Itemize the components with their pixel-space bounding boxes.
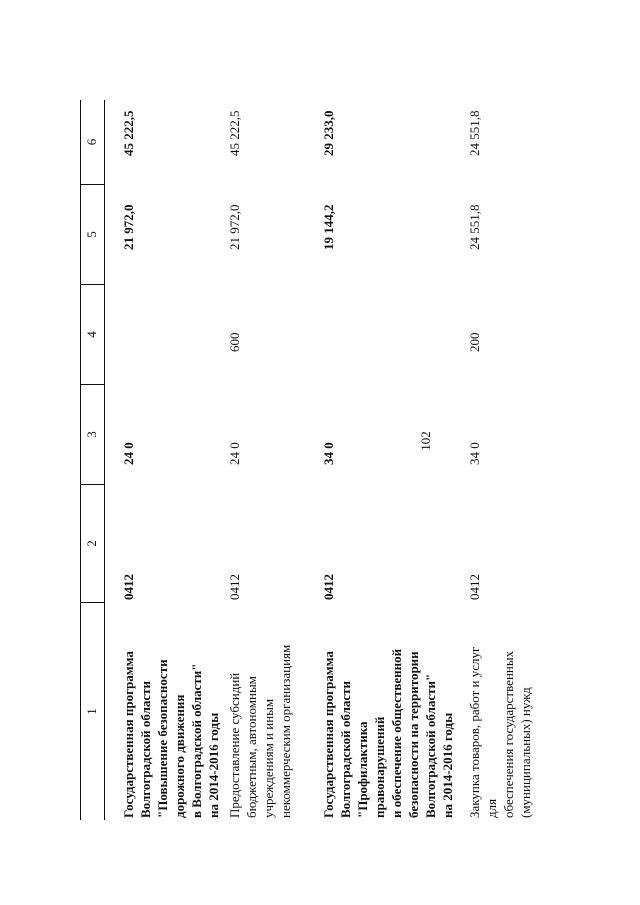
- row-target-code: 24 0: [121, 442, 136, 465]
- table-row: [466, 638, 534, 818]
- row-section-code: 0412: [467, 574, 482, 600]
- column-header-1: 1: [80, 602, 104, 820]
- column-header-3: 3: [80, 384, 104, 484]
- row-description-line: Государственная программа: [321, 651, 336, 818]
- row-amount-col6: 45 222,5: [121, 110, 136, 156]
- row-description-line: Волгоградской области": [423, 673, 438, 818]
- row-amount-col5: 24 551,8: [467, 204, 482, 250]
- row-amount-col6: 24 551,8: [467, 110, 482, 156]
- table-header-rule: [104, 100, 105, 820]
- row-target-code: 24 0: [227, 442, 242, 465]
- row-amount-col5: 21 972,0: [227, 204, 242, 250]
- row-description-line: на 2014-2016 годы: [440, 712, 455, 818]
- row-description-line: Государственная программа: [121, 651, 136, 818]
- row-expense-type: 600: [227, 332, 242, 352]
- row-amount-col6: 45 222,5: [227, 110, 242, 156]
- column-header-5: 5: [80, 184, 104, 284]
- row-description-line: "Профилактика правонарушений: [355, 716, 387, 818]
- row-description-line: учреждениям и иным: [261, 698, 276, 818]
- row-amount-col5: 19 144,2: [321, 204, 336, 250]
- table-row: [320, 638, 456, 818]
- row-description-line: безопасности на территории: [406, 651, 421, 818]
- row-section-code: 0412: [121, 574, 136, 600]
- row-description-line: (муниципальных) нужд: [518, 687, 533, 818]
- table-row: [226, 638, 294, 818]
- row-description-line: Закупка товаров, работ и услуг для: [467, 646, 499, 818]
- row-target-code: 34 0: [321, 442, 336, 465]
- table-row: [120, 638, 222, 818]
- row-description-line: Волгоградской области: [338, 680, 353, 818]
- row-amount-col5: 21 972,0: [121, 204, 136, 250]
- row-section-code: 0412: [227, 574, 242, 600]
- row-description-line: и обеспечение общественной: [389, 648, 404, 818]
- row-description-line: "Повышение безопасности: [155, 659, 170, 818]
- row-description-line: некоммерческим организациям: [278, 644, 293, 818]
- row-description-line: Предоставление субсидий: [227, 672, 242, 818]
- row-description-line: на 2014-2016 годы: [206, 712, 221, 818]
- row-section-code: 0412: [321, 574, 336, 600]
- column-header-4: 4: [80, 284, 104, 384]
- budget-table: [80, 100, 533, 820]
- row-description-line: обеспечения государственных: [501, 650, 516, 818]
- row-description-line: в Волгоградской области": [189, 663, 204, 818]
- column-header-2: 2: [80, 484, 104, 602]
- row-amount-col6: 29 233,0: [321, 110, 336, 156]
- row-description-line: Волгоградской области: [138, 680, 153, 818]
- row-description-line: бюджетным, автономным: [244, 676, 259, 818]
- row-target-code: 34 0: [467, 442, 482, 465]
- row-expense-type: 200: [467, 332, 482, 352]
- row-description-line: дорожного движения: [172, 694, 187, 818]
- column-header-6: 6: [84, 138, 99, 146]
- page-number: 102: [418, 431, 433, 451]
